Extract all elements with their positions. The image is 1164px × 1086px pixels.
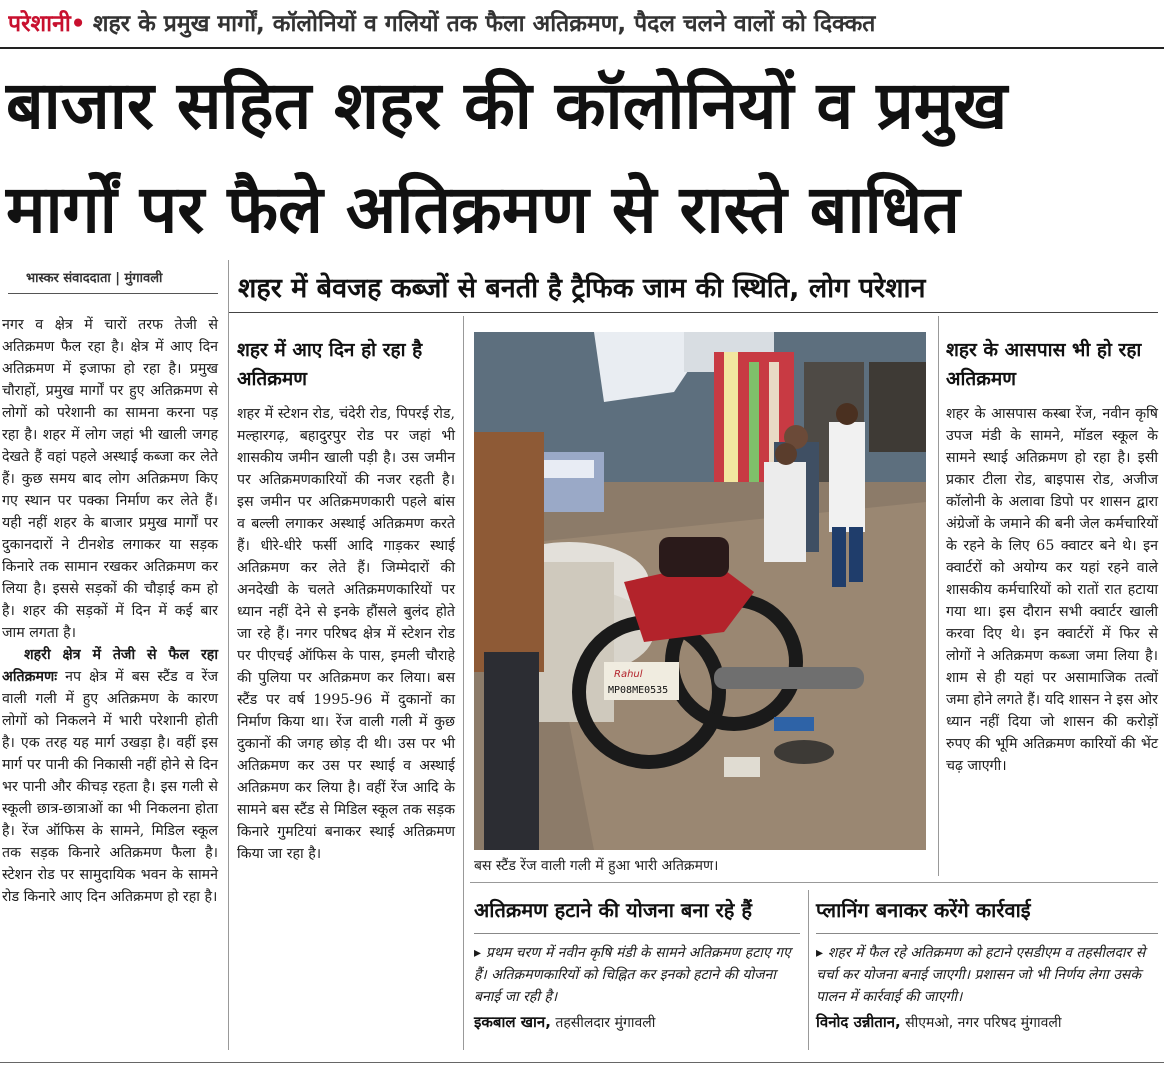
column-divider [938,316,939,876]
subheadline: शहर में बेवजह कब्जों से बनती है ट्रैफिक जाम की स्थिति, लोग परेशान [238,273,926,304]
quote-box-1-rule [474,933,800,934]
photo-caption: बस स्टैंड रेंज वाली गली में हुआ भारी अतिक्रमण। [474,858,719,874]
quote-box-2-heading: प्लानिंग बनाकर करेंगे कार्रवाई [816,898,1031,922]
column-2 [237,336,455,865]
quote-box-1-heading: अतिक्रमण हटाने की योजना बना रहे हैं [474,898,752,922]
quote-box-1-name: इकबाल खान, [474,1013,551,1031]
quote-box-2-text: ▸ शहर में फैल रहे अतिक्रमण को हटाने एसडीएम व तहसीलदार से चर्चा कर योजना बनाई जाएगी। प्रशासन जो भी निर्णय लेगा उसके पालन में कार्रवाई की जाएगी। [816,945,1146,1005]
byline-rule [8,293,218,294]
column-1 [2,314,218,908]
column-1-paragraph: नगर व क्षेत्र में चारों तरफ तेजी से अतिक्रमण फैल रहा है। क्षेत्र में आए दिन अतिक्रमण में इजाफा हो रहा है। प्रमुख चौराहों, प्रमुख मार्गों पर हुए अतिक्रमण से लोगों को परेशानी का सामना करना पड़ रहा है। शहर में लोग जहां भी खाली जगह देखते हैं वहां पहले अस्थाई कब्जा कर लेते हैं। कुछ समय बाद लोग अतिक्रमण किए गए स्थान पर पक्का निर्माण कर लेते हैं। यही नहीं शहर के बाजार प्रमुख मार्गों पर दुकानदारों ने टीनशेड लगाकर या सड़क किनारे तक सामान रखकर अतिक्रमण कर लिया है। इससे सड़कों की चौड़ाई कम हो है। शहर की सड़कों में दिन में कई बार जाम लगता है। [2,317,218,641]
column-4-body: शहर के आसपास कस्बा रेंज, नवीन कृषि उपज मंडी के सामने, मॉडल स्कूल के सामने स्थाई अतिक्रमण हो रहा है। इसी प्रकार टीला रोड, बाइपास रोड, अजीज कॉलोनी के अलावा डिपो पर शासन द्वारा अंग्रेजों के जमाने की बनी जेल कर्मचारियों के रहने के लिए 65 क्वाटर बने थे। इन क्वार्टरों को अयोग्य कर यहां रहने वाले शासकीय कर्मचारियों को रातों रात हटाया गया था। इस दौरान सभी क्वार्टर खाली करवा दिए थे। इन क्वार्टरों में फिर से लोगों ने अतिक्रमण कब्जा जमा लिया है। शाम से ही यहां पर असामाजिक तत्वों जमा होने लगते हैं। यदि शासन ने इस ओर ध्यान नहीं दिया जो शासन की करोड़ों रुपए की भूमि अतिक्रमण कारियों की भेंट चढ़ जाएगी। [946,406,1158,774]
photo-illustration [474,332,926,850]
column-divider [463,316,464,1050]
kicker-text: शहर के प्रमुख मार्गों, कॉलोनियों व गलियों तक फैला अतिक्रमण, पैदल चलने वालों को दिक्कत [92,11,876,37]
column-4-heading: शहर के आसपास भी हो रहा अतिक्रमण [946,339,1142,390]
quote-box-2-name: विनोद उन्नीतान, [816,1013,901,1031]
headline-line-1: बाजार सहित शहर की कॉलोनियों व प्रमुख [6,67,1008,144]
quote-box-2-quote: शहर में फैल रहे अतिक्रमण को हटाने एसडीएम व तहसीलदार से चर्चा कर योजना बनाई जाएगी। प्रशासन जो भी निर्णय लेगा उसके पालन में कार्रवाई की जाएगी। [816,945,1146,1005]
photo-sign-text: Rahul [614,669,643,680]
box-divider [808,890,809,1050]
quote-box-2 [816,896,1158,1032]
photo-plate-text: MP08ME0535 [608,685,669,696]
quote-box-1-attribution [474,1012,800,1032]
quote-box-2-role: सीएमओ, नगर परिषद मुंगावली [905,1015,1062,1031]
bottom-rule [0,1062,1164,1063]
box-top-rule [470,882,1158,883]
column-2-heading: शहर में आए दिन हो रहा है अतिक्रमण [237,339,423,390]
column-1-paragraph-2: नप क्षेत्र में बस स्टैंड व रेंज वाली गली में हुए अतिक्रमण के कारण लोगों को निकलने में भारी परेशानी होती है। एक तरह यह मार्ग उखड़ा है। वहीं इस मार्ग पर पानी की निकासी नहीं होने से दिन भर पानी और कीचड़ रहता है। इस गली से स्कूली छात्र-छात्राओं का भी निकलना होता है। रेंज ऑफिस के सामने, मिडिल स्कूल तक सड़क किनारे अतिक्रमण फैला है। स्टेशन रोड पर सामुदायिक भवन के सामने रोड किनारे आए दिन अतिक्रमण हो रहा है। [2,669,218,905]
quote-box-2-rule [816,933,1158,934]
kicker-line [8,4,1158,44]
kicker-separator: • [70,11,86,37]
column-2-body: शहर में स्टेशन रोड, चंदेरी रोड, पिपरई रोड, मल्हारगढ़, बहादुरपुर रोड पर जहां भी शासकीय जमीन खाली पड़ी है। उस जमीन पर अतिक्रमणकारियों की नजर रहती है। इस जमीन पर अतिक्रमणकारी पहले बांस व बल्ली लगाकर अस्थाई अतिक्रमण करते हैं। धीरे-धीरे फर्सी आदि गाड़कर स्थाई अतिक्रमण कर लेते हैं। जिम्मेदारों की अनदेखी के चलते अतिक्रमणकारियों पर ध्यान नहीं देने से इनके हौंसले बुलंद होते जा रहे हैं। नगर परिषद क्षेत्र में स्टेशन रोड पर पीएचई ऑफिस के पास, इमली चौराहे की पुलिया पर अतिक्रमण कर लिया। बस स्टैंड पर वर्ष 1995-96 में दुकानों का निर्माण किया था। रेंज वाली गली में कुछ दुकानों की जगह छोड़ दी थी। उस पर भी अतिक्रमण कर उस पर स्थाई व अस्थाई अतिक्रमण कर लिया है। वहीं रेंज आदि के सामने बस स्टैंड से मिडिल स्कूल तक सड़क किनारे गुमटियां बनाकर स्थाई अतिक्रमण किया जा रहा है। [237,406,455,862]
kicker-rule [0,47,1164,49]
quote-box-1-quote: प्रथम चरण में नवीन कृषि मंडी के सामने अतिक्रमण हटाए गए हैं। अतिक्रमणकारियों को चिह्नित कर इनको हटाने की योजना बनाई जा रही है। [474,945,791,1005]
quote-box-1 [474,896,800,1032]
column-4 [946,336,1158,777]
byline: भास्कर संवाददाता | मुंगावली [26,271,163,286]
quote-box-1-role: तहसीलदार मुंगावली [555,1015,656,1031]
quote-box-2-attribution [816,1012,1158,1032]
subheadline-rule [228,312,1158,313]
column-divider [228,260,229,1050]
kicker-tag: परेशानी [8,11,71,37]
news-photo [474,332,926,850]
headline-line-2: मार्गों पर फैले अतिक्रमण से रास्ते बाधित [6,171,960,248]
quote-box-1-text: ▸ प्रथम चरण में नवीन कृषि मंडी के सामने अतिक्रमण हटाए गए हैं। अतिक्रमणकारियों को चिह्नित कर इनको हटाने की योजना बनाई जा रही है। [474,945,791,1005]
column-1-lead: शहरी क्षेत्र में तेजी से फैल रहा अतिक्रमणः [2,647,218,685]
